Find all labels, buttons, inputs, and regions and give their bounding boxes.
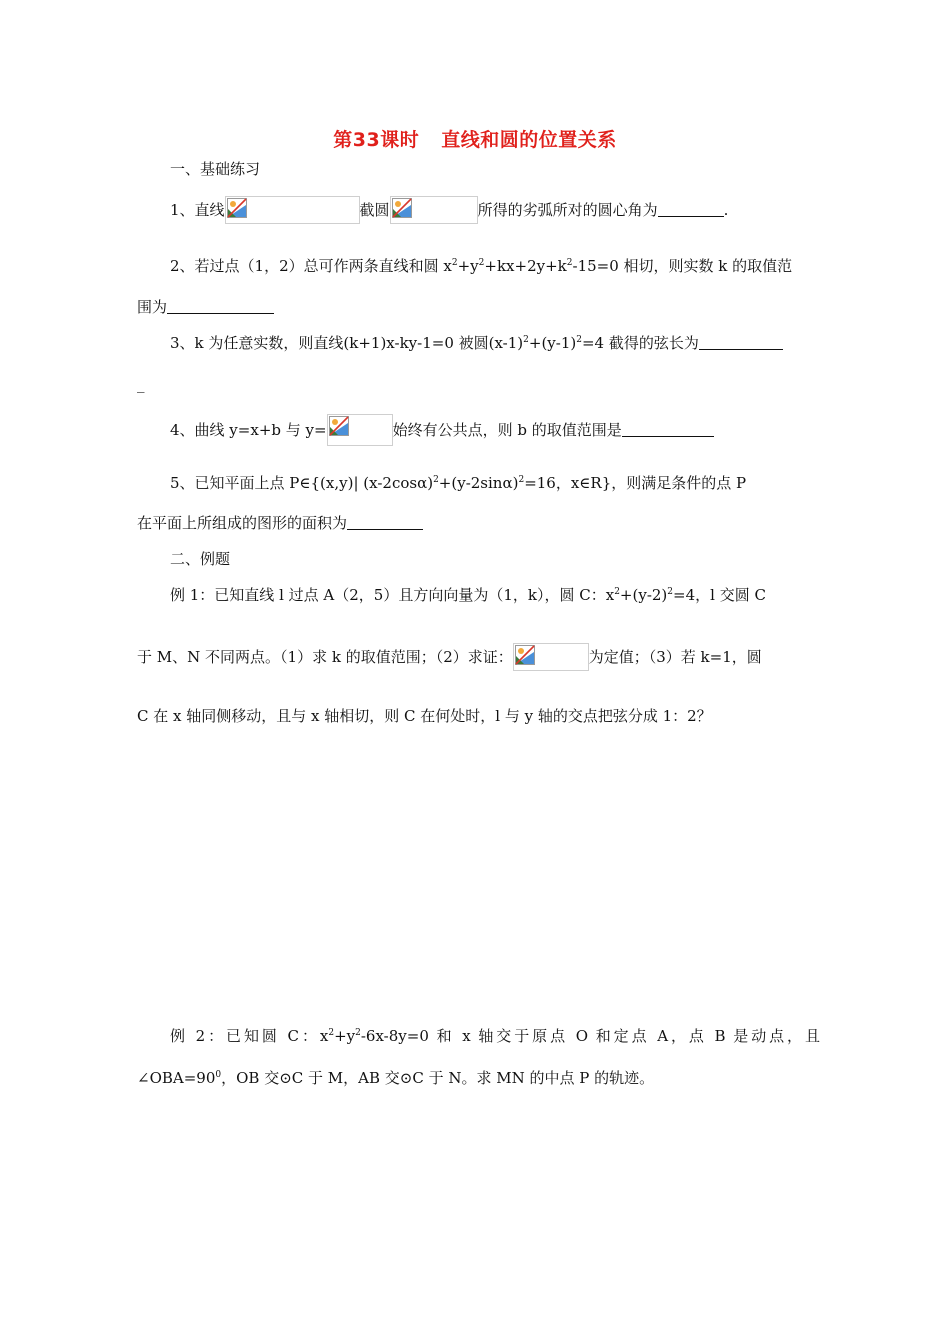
answer-blank [699,334,783,350]
formula-image [225,196,360,224]
page-title [0,125,950,152]
question-4: 4、曲线 y=x+b 与 y= 始终有公共点，则 b 的取值范围是 [170,414,820,446]
question-2: 2、若过点（1，2）总可作两条直线和圆 $x^2+y^2+kx+2y+k^2-15=0$ 相切，则实数 k 的取值范 [170,257,793,275]
answer-blank [167,298,274,314]
example-1-cont: 于 M、N 不同两点。（1）求 k 的取值范围；（2）求证： 为定值；（3）若 k=1，圆 [137,643,817,671]
formula-image [327,414,393,446]
section-basic-heading: 一、基础练习 [170,160,261,178]
section-examples-heading: 二、例题 [170,550,231,568]
broken-image-icon [227,198,247,218]
answer-blank [347,514,423,530]
title-main: 第33课时 [333,129,420,151]
question-1: 1、直线 截圆 所得的劣弧所对的圆心角为 . [170,196,820,224]
question-3-cont: _ [137,375,145,393]
answer-blank [658,201,724,217]
question-2-cont: 围为 [137,296,817,318]
example-2: 例 2：已知圆 C：$x^2+y^2-6x-8y=0$ 和 x 轴交于原点 O 和定点 A，点 B 是动点，且 [170,1027,820,1045]
question-5: 5、已知平面上点 P∈{(x,y)| $(x-2\cos\alpha)^2+(y-2\sin\alpha)^2=16$，x∈R}，则满足条件的点 P [170,474,747,492]
question-5-cont: 在平面上所组成的图形的面积为 [137,512,817,534]
broken-image-icon [392,198,412,218]
example-1: 例 1：已知直线 l 过点 A（2，5）且方向向量为（1，k），圆 C：$x^2+(y-2)^2=4$，l 交圆 C [170,586,766,604]
question-3: 3、k 为任意实数，则直线(k+1)x-ky-1=0 被圆$(x-1)^2+(y-1)^2=4$ 截得的弦长为 [170,332,820,354]
formula-image [390,196,478,224]
formula-image [513,643,589,671]
example-2-cont: $\angle OBA=90^0$，OB 交⊙C 于 M，AB 交⊙C 于 N。求 MN 的中点 P 的轨迹。 [137,1069,655,1087]
broken-image-icon [515,645,535,665]
title-sub: 直线和圆的位置关系 [441,129,617,151]
example-1-cont2: C 在 x 轴同侧移动，且与 x 轴相切，则 C 在何处时，l 与 y 轴的交点把弦分成 1：2？ [137,707,712,725]
broken-image-icon [329,416,349,436]
answer-blank [622,421,714,437]
